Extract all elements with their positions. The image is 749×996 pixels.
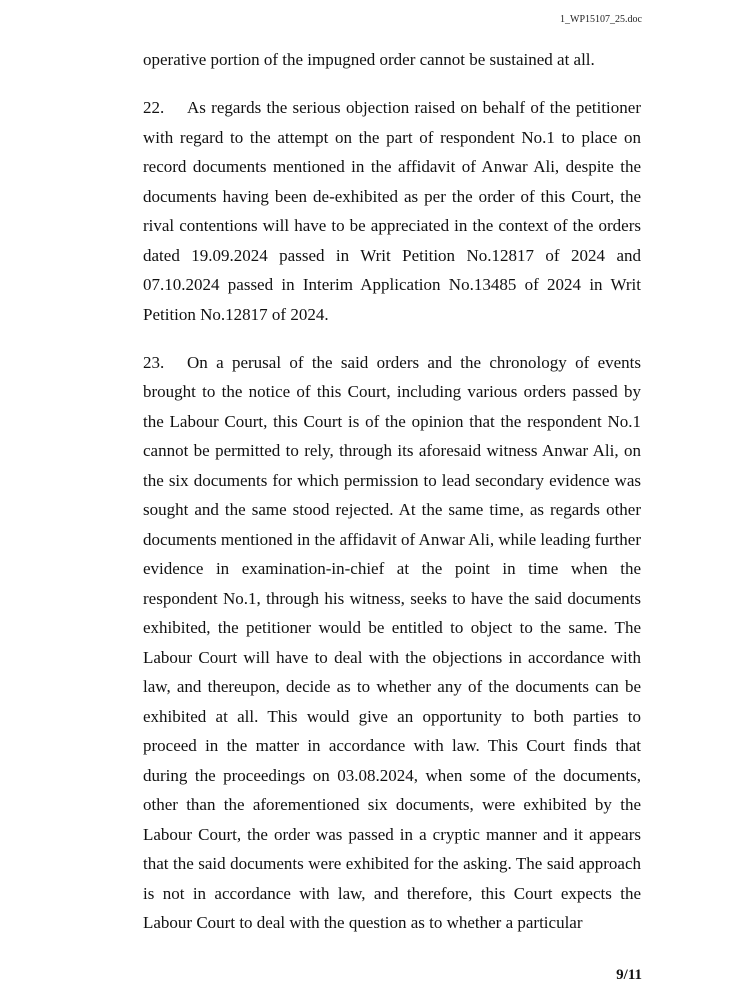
judgment-body bbox=[143, 45, 641, 938]
paragraph-text: On a perusal of the said orders and the chronology of events brought to the notice of this Court, including various orders passed by the Labour Court, this Court is of the opinion that the respondent No.1 cannot be permitted to rely, through its aforesaid witness Anwar Ali, on the six documents for which permission to lead secondary evidence was sought and the same stood rejected. At the same time, as regards other documents mentioned in the affidavit of Anwar Ali, while leading further evidence in examination-in-chief at the point in time when the respondent No.1, through his witness, seeks to have the said documents exhibited, the petitioner would be entitled to object to the same. The Labour Court will have to deal with the objections in accordance with law, and thereupon, decide as to whether any of the documents can be exhibited at all. This would give an opportunity to both parties to proceed in the matter in accordance with law. This Court finds that during the proceedings on 03.08.2024, when some of the documents, other than the aforementioned six documents, were exhibited by the Labour Court, the order was passed in a cryptic manner and it appears that the said documents were exhibited for the asking. The said approach is not in accordance with law, and therefore, this Court expects the Labour Court to deal with the question as to whether a particular bbox=[143, 352, 641, 932]
paragraph-text: As regards the serious objection raised on behalf of the petitioner with regard to the attempt on the part of respondent No.1 to place on record documents mentioned in the affidavit of Anwar Ali, despite the documents having been de-exhibited as per the order of this Court, the rival contentions will have to be appreciated in the context of the orders dated 19.09.2024 passed in Writ Petition No.12817 of 2024 and 07.10.2024 passed in Interim Application No.13485 of 2024 in Writ Petition No.12817 of 2024. bbox=[143, 98, 641, 324]
document-reference: 1_WP15107_25.doc bbox=[560, 14, 642, 25]
page-number: 9/11 bbox=[616, 967, 642, 983]
paragraph-continuation bbox=[143, 45, 641, 75]
paragraph-22 bbox=[143, 93, 641, 329]
paragraph-number: 23. bbox=[143, 352, 165, 372]
paragraph-23 bbox=[143, 348, 641, 938]
paragraph-number: 22. bbox=[143, 98, 165, 117]
paragraph-text: operative portion of the impugned order cannot be sustained at all. bbox=[143, 50, 595, 69]
